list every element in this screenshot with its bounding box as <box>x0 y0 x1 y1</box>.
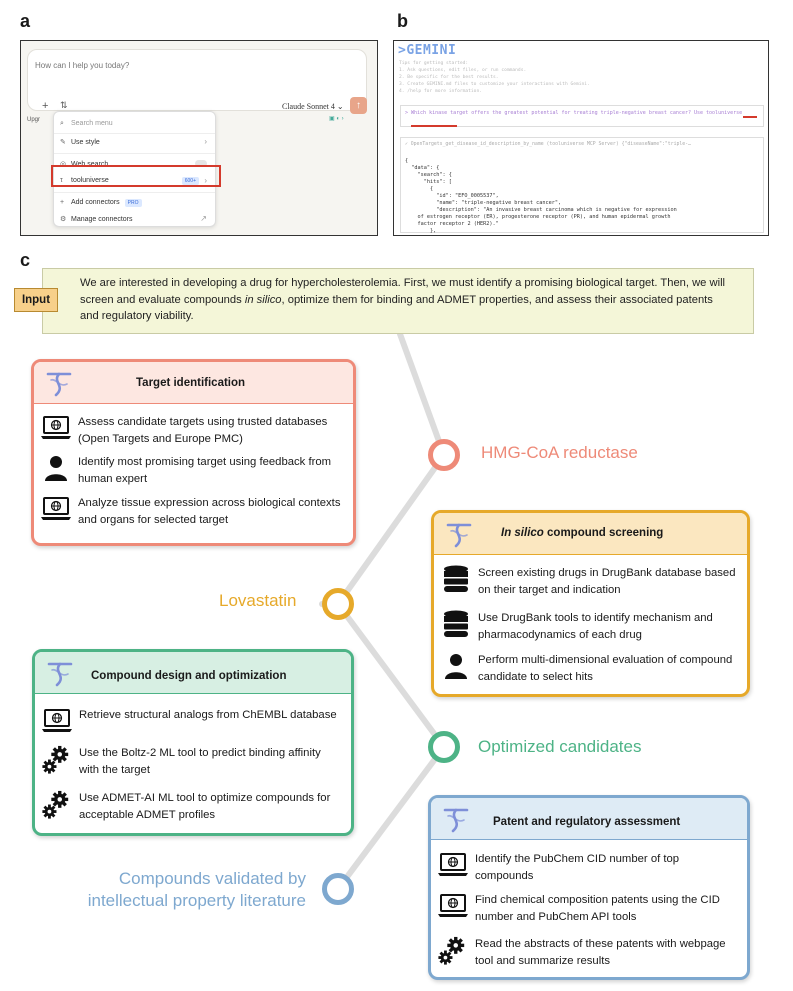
chevron-right-icon: › <box>204 176 207 185</box>
search-icon: ⌕ <box>60 120 64 127</box>
card-step-text: Identify most promising target using feedback from human expert <box>78 456 332 485</box>
tool-call-header: ✓ OpenTargets_get_disease_id_description_by_name (tooluniverse MCP Server) {"diseaseName":"triple-… <box>405 142 691 147</box>
plus-icon[interactable]: + <box>42 100 49 112</box>
card-target-identification <box>31 359 356 546</box>
tooluniverse-logo-icon <box>439 804 473 834</box>
chevron-right-icon: › <box>204 137 207 146</box>
menu-item-label: tooluniverse <box>71 177 109 184</box>
card-step-text: Use ADMET-AI ML tool to optimize compounds for acceptable ADMET profiles <box>79 792 331 821</box>
pro-badge: PRO <box>125 199 142 207</box>
tooluniverse-logo-icon <box>42 368 76 398</box>
globe-icon: ◎ <box>60 161 67 168</box>
arrow-up-icon: ↑ <box>356 100 361 111</box>
external-link-icon: ↗ <box>200 214 207 223</box>
gears-icon <box>437 936 469 964</box>
database-icon <box>440 565 472 593</box>
panel-label-b: b <box>397 11 408 31</box>
gears-icon <box>41 790 73 818</box>
card-step-text: Perform multi-dimensional evaluation of compound candidate to select hits <box>478 654 733 683</box>
integration-icons[interactable]: ▣ ◐ › <box>329 116 344 122</box>
database-icon <box>440 610 472 638</box>
tooluniverse-logo-icon <box>43 658 77 688</box>
card-patent-assessment <box>428 795 750 980</box>
card-step-text: Assess candidate targets using trusted databases (Open Targets and Europe PMC) <box>78 416 328 445</box>
input-box <box>42 268 754 334</box>
model-name: Claude Sonnet 4 <box>282 102 335 111</box>
laptop-icon <box>40 495 72 523</box>
card-compound-design <box>32 649 354 836</box>
gemini-logo: >GEMINI <box>398 43 457 58</box>
user-query: > Which kinase target offers the greatest potential for treating triple-negative breast cancer? Use tooluniverse <box>405 110 743 116</box>
laptop-icon <box>437 851 469 879</box>
tip-line: Tips for getting started: <box>399 61 469 66</box>
card-title: Target identification <box>136 377 246 389</box>
plus-icon: + <box>60 199 65 206</box>
step-ring-hit <box>322 588 354 620</box>
card-step-text: Use the Boltz-2 ML tool to predict binding affinity with the target <box>79 747 321 776</box>
gears-icon <box>41 745 73 773</box>
card-step-text: Find chemical composition patents using the CID number and PubChem API tools <box>475 894 720 923</box>
step-ring-optimized <box>428 731 460 763</box>
tool-count-badge: 600+ <box>182 177 199 185</box>
input-badge: Input <box>14 288 58 312</box>
card-title: In silico compound screening <box>501 527 664 539</box>
step-label-hit: Lovastatin <box>219 591 297 610</box>
card-step-text: Read the abstracts of these patents with webpage tool and summarize results <box>475 938 726 967</box>
tip-line: 1. Ask questions, edit files, or run commands. <box>399 68 527 73</box>
step-ring-target <box>428 439 460 471</box>
pen-icon: ✎ <box>60 139 66 146</box>
menu-search-label: Search menu <box>71 120 113 127</box>
card-title: Patent and regulatory assessment <box>493 816 681 828</box>
tip-line: 4. /help for more information. <box>399 89 482 94</box>
step-label-optimized: Optimized candidates <box>478 737 642 756</box>
chat-prompt-placeholder[interactable]: How can I help you today? <box>35 61 130 70</box>
card-step-text: Analyze tissue expression across biological contexts and organs for selected target <box>78 497 341 526</box>
menu-item-label: Add connectors <box>71 199 120 206</box>
menu-item-label: Web search <box>71 161 109 168</box>
card-step-text: Identify the PubChem CID number of top compounds <box>475 853 680 882</box>
card-step-text: Screen existing drugs in DrugBank database based on their target and indication <box>478 567 736 596</box>
upgrade-link[interactable]: Upgr <box>27 117 41 123</box>
laptop-icon <box>437 892 469 920</box>
card-title: Compound design and optimization <box>91 670 287 682</box>
settings-sliders-icon[interactable]: ⇅ <box>60 100 68 110</box>
panel-label-c: c <box>20 250 31 270</box>
tool-response-json: { "data": { "search": { "hits": [ { "id": "EFO_0005537", "name": "triple-negative breast cancer", "description": "An invasive breast carcinoma which is negative for expression of estrogen receptor (ER), progesterone receptor (PR), and human epidermal growth factor receptor 2 (HER2)." }, <box>405 158 677 234</box>
input-text: We are interested in developing a drug for hypercholesterolemia. First, we must identify a promising biological target. Then, we will screen and evaluate compounds in silico, optimize them for binding and ADMET properties, and assess their associated patents and regulatory viability. <box>80 277 726 323</box>
person-icon <box>40 454 72 482</box>
card-step-text: Use DrugBank tools to identify mechanism and pharmacodynamics of each drug <box>478 612 713 641</box>
gear-icon: ⚙ <box>60 216 67 223</box>
tip-line: 3. Create GEMINI.md files to customize your interactions with Gemini. <box>399 82 590 87</box>
laptop-icon <box>40 414 72 442</box>
connector-line <box>400 334 444 455</box>
person-icon <box>440 652 472 680</box>
tooluniverse-icon: τ <box>60 177 63 184</box>
chevron-down-icon: ⌄ <box>336 102 344 111</box>
step-label-validated: Compounds validated by intellectual property literature <box>87 869 306 910</box>
menu-item-label: Manage connectors <box>71 216 133 223</box>
tooluniverse-logo-icon <box>442 519 476 549</box>
menu-item-label: Use style <box>71 139 100 146</box>
tip-line: 2. Be specific for the best results. <box>399 75 499 80</box>
step-ring-validated <box>322 873 354 905</box>
card-in-silico-screening <box>431 510 750 697</box>
laptop-icon <box>41 707 73 735</box>
card-step-text: Retrieve structural analogs from ChEMBL database <box>79 709 337 721</box>
panel-label-a: a <box>20 11 31 31</box>
step-label-target: HMG-CoA reductase <box>481 443 638 462</box>
